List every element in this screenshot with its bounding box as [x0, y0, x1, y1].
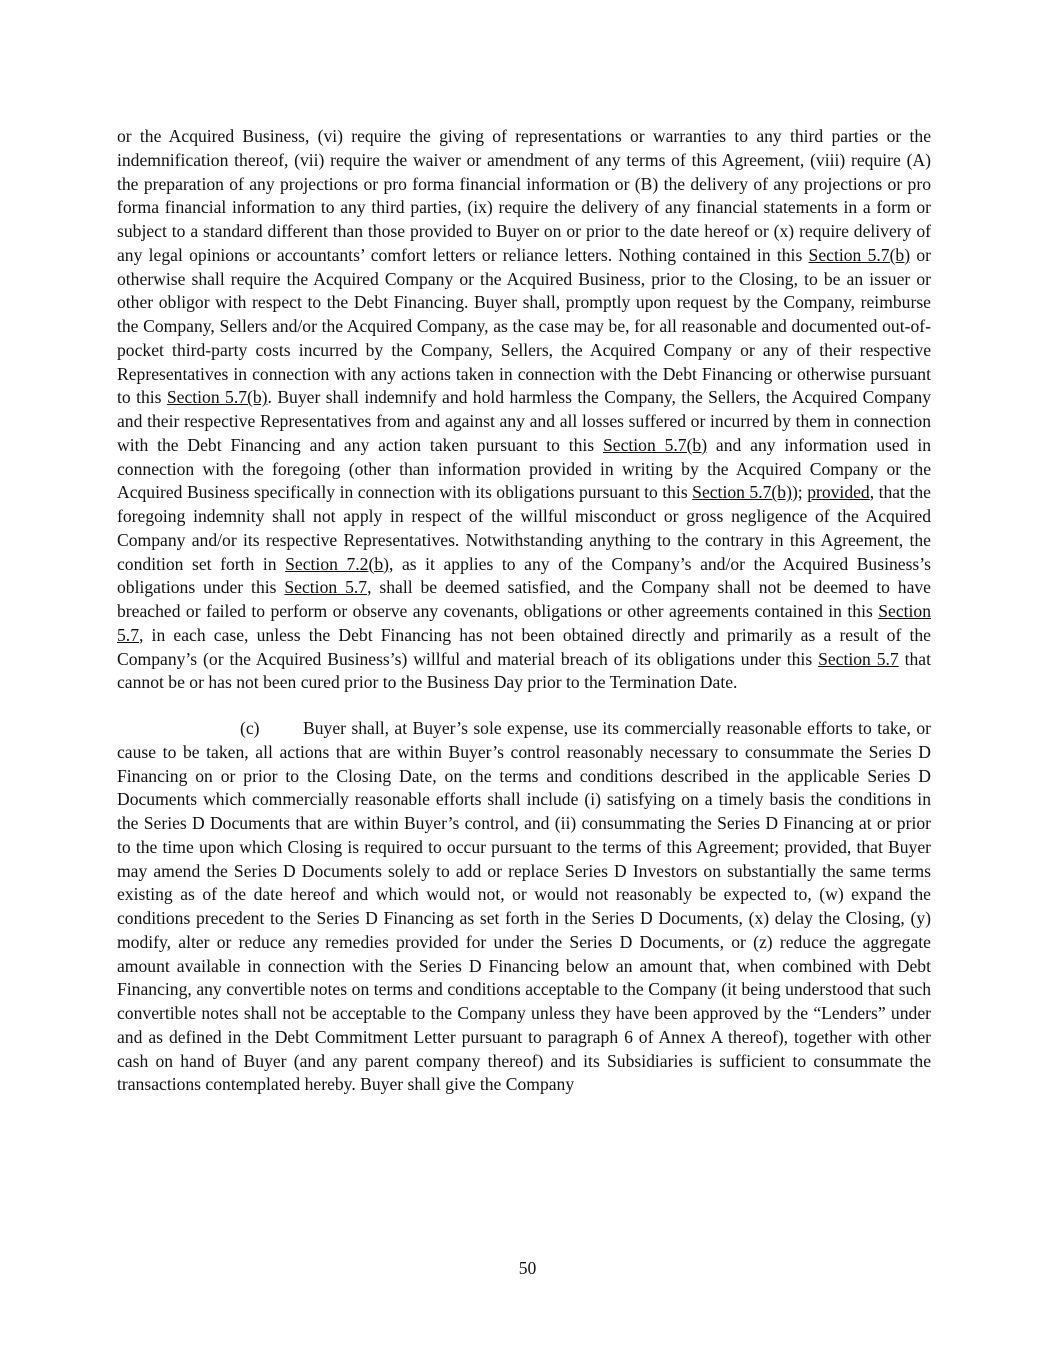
- section-reference: Section 5.7(b): [602, 434, 708, 455]
- text-run: , as it applies to any of the Company’s and/or the Acquired Business’s obligations under this: [117, 553, 931, 598]
- text-run: . Buyer shall indemnify and hold harmless the Company, the Sellers, the Acquired Company and their respective Representatives from and against any and all losses suffered or incurred by them in connection with the Debt Financing and any action taken pursuant to this: [117, 387, 932, 455]
- text-run: and any information used in connection with the foregoing (other than information provided in writing by the Acquired Company or the Acquired Business specifically in connection with its obligations pursuant to this: [117, 434, 932, 503]
- section-reference: Section 5.7: [284, 577, 368, 598]
- text-run: that cannot be or has not been cured prior to the Business Day prior to the Termination Date.: [117, 648, 931, 693]
- paragraph-c-text: Buyer shall, at Buyer’s sole expense, use its commercially reasonable efforts to take, or cause to be taken, all actions that are within Buyer’s control reasonably necessary to consummate the Series D Financing on or prior to the Closing Date, on the terms and conditions described in the applicable Series D Documents which commercially reasonable efforts shall include (i) satisfying on a timely basis the conditions in the Series D Documents that are within Buyer’s control, and (ii) consummating the Series D Financing at or prior to the time upon which Closing is required to occur pursuant to the terms of this Agreement; provided, that Buyer may amend the Series D Documents solely to add or replace Series D Investors on substantially the same terms existing as of the date hereof and which would not, or would not reasonably be expected to, (w) expand the conditions precedent to the Series D Financing as set forth in the Series D Documents, (x) delay the Closing, (y) modify, alter or reduce any remedies provided for under the Series D Documents, or (z) reduce the aggregate amount available in connection with the Series D Financing below an amount that, when combined with Debt Financing, any convertible notes on terms and conditions acceptable to the Company (it being understood that such convertible notes shall not be acceptable to the Company unless they have been approved by the “Lenders” under and as defined in the Debt Commitment Letter pursuant to paragraph 6 of Annex A thereof), together with other cash on hand of Buyer (and any parent company thereof) and its Subsidiaries is sufficient to consummate the transactions contemplated hereby. Buyer shall give the Company: [117, 718, 931, 1095]
- paragraph-c: [117, 717, 931, 1097]
- page-number: 50: [518, 1258, 537, 1278]
- paragraph-label: (c): [240, 718, 260, 738]
- section-reference: Section 5.7(b): [692, 482, 792, 503]
- text-run: , that the foregoing indemnity shall not apply in respect of the willful misconduct or gross negligence of the Acquired Company and/or its respective Representatives. Notwithstanding anything to the contrary in this Agreement, the condition set forth in: [117, 482, 931, 574]
- section-reference: Section 7.2(b): [285, 553, 389, 574]
- section-reference: Section 5.7: [818, 648, 899, 669]
- text-run: , in each case, unless the Debt Financing has not been obtained directly and primarily as a result of the Company’s (or the Acquired Business’s) willful and material breach of its obligations under this: [117, 624, 931, 669]
- text-run: );: [791, 482, 808, 503]
- text-run: or the Acquired Business, (vi) require the giving of representations or warranties to any third parties or the indemnification thereof, (vii) require the waiver or amendment of any terms of this Agreement, (viii) require (A) the preparation of any projections or pro forma financial information or (B) the delivery of any projections or pro forma financial information to any third parties, (ix) require the delivery of any financial statements in a form or subject to a standard different than those provided to Buyer on or prior to the date hereof or (x) require delivery of any legal opinions or accountants’ comfort letters or reliance letters. Nothing contained in this: [117, 126, 931, 265]
- section-reference: Section 5.7: [117, 601, 931, 645]
- text-run: or otherwise shall require the Acquired Company or the Acquired Business, prior to the Closing, to be an issuer or other obligor with respect to the Debt Financing. Buyer shall, promptly upon request by the Company, reimburse the Company, Sellers and/or the Acquired Company, as the case may be, for all reasonable and documented out-of-pocket third-party costs incurred by the Company, Sellers, the Acquired Company or any of their respective Representatives in connection with any actions taken in connection with the Debt Financing or otherwise pursuant to this: [117, 244, 932, 408]
- provided-term: provided: [807, 482, 870, 503]
- paragraph-b-continued: [117, 125, 931, 695]
- section-reference: Section 5.7(b): [808, 244, 911, 265]
- section-reference: Section 5.7(b): [166, 387, 268, 408]
- text-run: , shall be deemed satisfied, and the Company shall not be deemed to have breached or failed to perform or observe any covenants, obligations or other agreements contained in this: [117, 577, 931, 621]
- body-text: [117, 125, 931, 1097]
